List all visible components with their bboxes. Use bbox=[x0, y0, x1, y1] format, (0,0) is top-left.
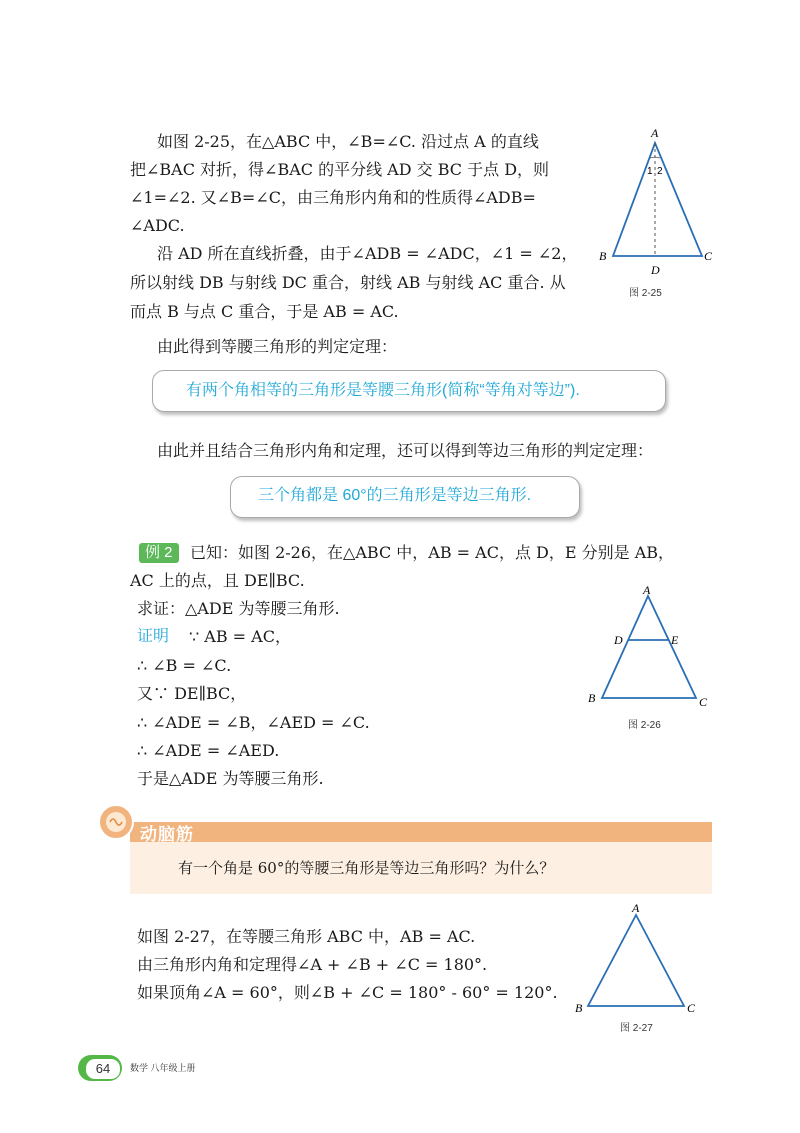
proof-step1: ∵ AB = AC， bbox=[189, 627, 291, 646]
triangle-abc bbox=[602, 596, 696, 698]
para2-line3: 而点 B 与点 C 重合，于是 AB = AC. bbox=[130, 302, 399, 321]
proof-step3: 又∵ DE∥BC， bbox=[137, 684, 247, 703]
fig25-label-a: A bbox=[651, 128, 659, 140]
book-title: 数学 八年级上册 bbox=[130, 1063, 196, 1073]
fig26-label-b: B bbox=[588, 691, 596, 705]
fig25-label-d: D bbox=[651, 263, 660, 277]
figure-2-27 bbox=[572, 900, 702, 1018]
para1-line2: 把∠BAC 对折，得∠BAC 的平分线 AD 交 BC 于点 D，则 bbox=[130, 160, 550, 179]
fig27-label-b: B bbox=[575, 1001, 583, 1015]
para2-line1: 沿 AD 所在直线折叠，由于∠ADB = ∠ADC，∠1 = ∠2， bbox=[157, 244, 578, 263]
intro2: 由此并且结合三角形内角和定理，还可以得到等边三角形的判定定理： bbox=[157, 441, 654, 460]
fig26-label-e: E bbox=[671, 633, 679, 647]
triangle-abc bbox=[588, 915, 684, 1006]
para1-line4: ∠ADC. bbox=[130, 216, 185, 235]
example-badge: 例 2 bbox=[139, 543, 179, 563]
triangle-abc bbox=[613, 143, 702, 256]
think-header-bar bbox=[130, 822, 712, 842]
proof-step5: ∴ ∠ADE = ∠AED. bbox=[137, 741, 280, 760]
think-title: 动脑筋 bbox=[140, 825, 194, 844]
example-prove: 求证：△ADE 为等腰三角形. bbox=[137, 599, 340, 618]
think-question: 有一个角是 60°的等腰三角形是等边三角形吗？为什么？ bbox=[178, 859, 555, 877]
theorem1-text: 有两个角相等的三角形是等腰三角形(简称“等角对等边”). bbox=[186, 382, 580, 399]
intro1: 由此得到等腰三角形的判定定理： bbox=[157, 337, 398, 356]
para3-line1: 如图 2-27，在等腰三角形 ABC 中，AB = AC. bbox=[137, 927, 476, 946]
para1-line3: ∠1=∠2. 又∠B=∠C，由三角形内角和的性质得∠ADB= bbox=[130, 188, 536, 207]
proof-label: 证明 bbox=[137, 628, 170, 645]
fig26-caption: 图 2-26 bbox=[628, 720, 661, 731]
proof-step2: ∴ ∠B = ∠C. bbox=[137, 656, 232, 675]
proof-step6: 于是△ADE 为等腰三角形. bbox=[137, 769, 324, 788]
page-number: 64 bbox=[86, 1059, 120, 1079]
proof-step4: ∴ ∠ADE = ∠B，∠AED = ∠C. bbox=[137, 713, 370, 732]
figure-2-26 bbox=[582, 584, 722, 714]
example-line1: 已知：如图 2-26，在△ABC 中，AB = AC，点 D，E 分别是 AB， bbox=[190, 543, 675, 562]
fig25-label-b: B bbox=[599, 249, 607, 263]
para2-line2: 所以射线 DB 与射线 DC 重合，射线 AB 与射线 AC 重合. 从 bbox=[130, 273, 566, 292]
para1-line1: 如图 2-25，在△ABC 中，∠B=∠C. 沿过点 A 的直线 bbox=[157, 132, 539, 151]
theorem2-text: 三个角都是 60°的三角形是等边三角形. bbox=[258, 487, 532, 504]
fig25-label-angle1: 1 bbox=[647, 166, 653, 177]
example-line2: AC 上的点，且 DE∥BC. bbox=[130, 571, 305, 590]
fig27-label-a: A bbox=[632, 901, 640, 915]
fig25-caption: 图 2-25 bbox=[629, 288, 662, 299]
fig26-label-c: C bbox=[699, 695, 708, 709]
figure-2-25 bbox=[590, 128, 730, 298]
fig25-label-angle2: 2 bbox=[657, 166, 663, 177]
fig26-label-a: A bbox=[643, 584, 651, 597]
fig27-label-c: C bbox=[687, 1001, 696, 1015]
fig25-label-c: C bbox=[704, 249, 713, 263]
fig27-caption: 图 2-27 bbox=[620, 1023, 653, 1034]
para3-line2: 由三角形内角和定理得∠A + ∠B + ∠C = 180°. bbox=[137, 955, 488, 974]
para3-line3: 如果顶角∠A = 60°，则∠B + ∠C = 180° - 60° = 120°. bbox=[137, 983, 558, 1002]
think-brain-icon bbox=[96, 802, 136, 842]
fig26-label-d: D bbox=[614, 633, 623, 647]
